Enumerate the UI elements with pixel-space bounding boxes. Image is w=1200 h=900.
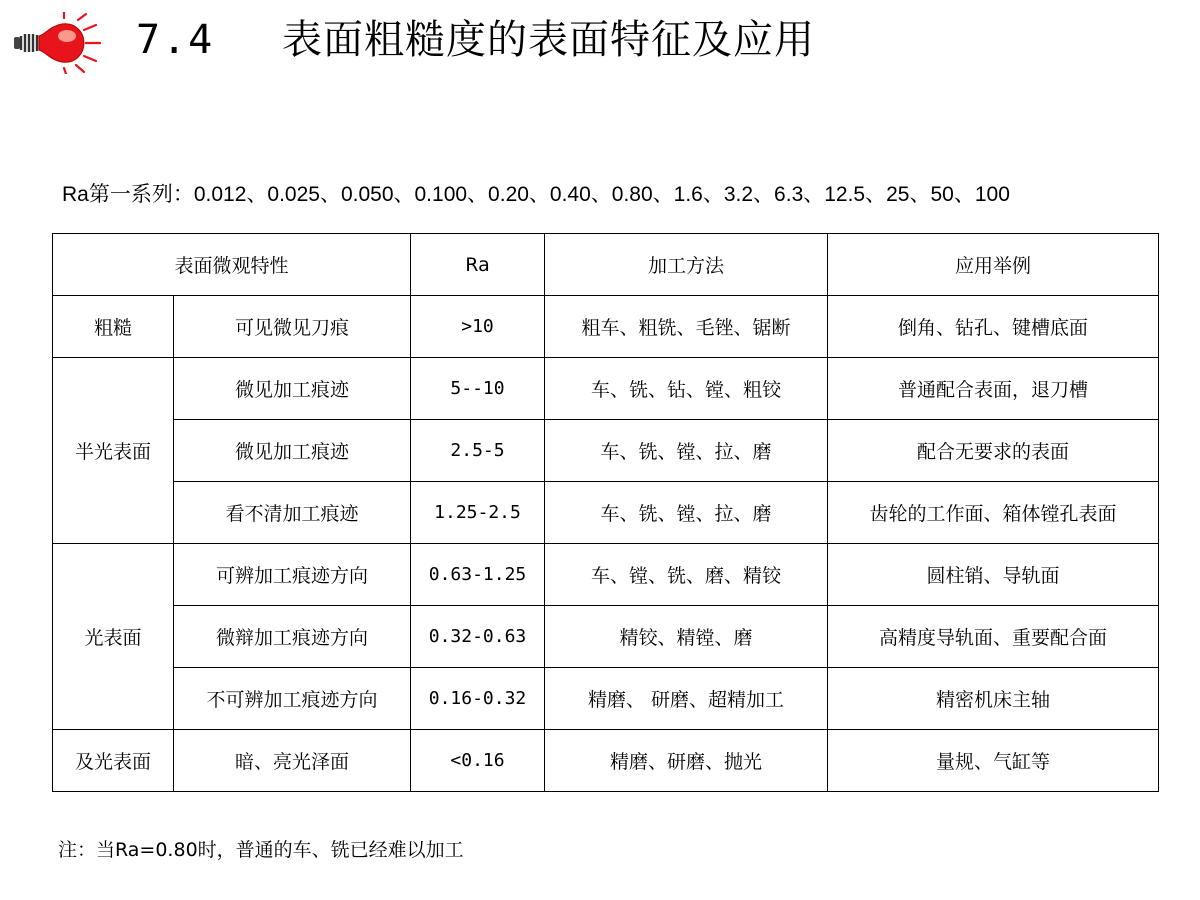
feature-cell: 微辩加工痕迹方向 bbox=[174, 606, 411, 668]
example-cell: 齿轮的工作面、箱体镗孔表面 bbox=[828, 482, 1159, 544]
method-cell: 车、铣、镗、拉、磨 bbox=[545, 482, 828, 544]
ra-cell: >10 bbox=[411, 296, 545, 358]
table-row bbox=[53, 730, 1159, 792]
feature-cell: 可辨加工痕迹方向 bbox=[174, 544, 411, 606]
ra-cell: 0.63-1.25 bbox=[411, 544, 545, 606]
method-cell: 车、镗、铣、磨、精铰 bbox=[545, 544, 828, 606]
table-row bbox=[53, 544, 1159, 606]
example-cell: 高精度导轨面、重要配合面 bbox=[828, 606, 1159, 668]
header-example: 应用举例 bbox=[828, 234, 1159, 296]
header-feature: 表面微观特性 bbox=[53, 234, 411, 296]
feature-cell: 暗、亮光泽面 bbox=[174, 730, 411, 792]
feature-cell: 可见微见刀痕 bbox=[174, 296, 411, 358]
table-row bbox=[53, 358, 1159, 420]
feature-cell: 微见加工痕迹 bbox=[174, 358, 411, 420]
page-title: 表面粗糙度的表面特征及应用 bbox=[282, 17, 815, 63]
table-row bbox=[53, 668, 1159, 730]
footnote: 注：当Ra=0.80时，普通的车、铣已经难以加工 bbox=[58, 839, 464, 861]
method-cell: 精磨、研磨、抛光 bbox=[545, 730, 828, 792]
ra-cell: 0.32-0.63 bbox=[411, 606, 545, 668]
ra-cell: 5--10 bbox=[411, 358, 545, 420]
ra-cell: <0.16 bbox=[411, 730, 545, 792]
ra-cell: 1.25-2.5 bbox=[411, 482, 545, 544]
ra-series-line: Ra第一系列：0.012、0.025、0.050、0.100、0.20、0.40、0.80、1.6、3.2、6.3、12.5、25、50、100 bbox=[62, 183, 1010, 206]
feature-cell: 微见加工痕迹 bbox=[174, 420, 411, 482]
group-cell-mirror: 及光表面 bbox=[53, 730, 174, 792]
table-row bbox=[53, 606, 1159, 668]
feature-cell: 不可辨加工痕迹方向 bbox=[174, 668, 411, 730]
table-header-row bbox=[53, 234, 1159, 296]
method-cell: 车、铣、镗、拉、磨 bbox=[545, 420, 828, 482]
example-cell: 圆柱销、导轨面 bbox=[828, 544, 1159, 606]
example-cell: 配合无要求的表面 bbox=[828, 420, 1159, 482]
method-cell: 粗车、粗铣、毛锉、锯断 bbox=[545, 296, 828, 358]
table-row bbox=[53, 420, 1159, 482]
header-ra: Ra bbox=[411, 234, 545, 296]
example-cell: 精密机床主轴 bbox=[828, 668, 1159, 730]
table-row bbox=[53, 482, 1159, 544]
table-row bbox=[53, 296, 1159, 358]
lightbulb-icon bbox=[12, 12, 108, 74]
ra-cell: 0.16-0.32 bbox=[411, 668, 545, 730]
feature-cell: 看不清加工痕迹 bbox=[174, 482, 411, 544]
group-cell-rough: 粗糙 bbox=[53, 296, 174, 358]
method-cell: 精铰、精镗、磨 bbox=[545, 606, 828, 668]
example-cell: 量规、气缸等 bbox=[828, 730, 1159, 792]
example-cell: 倒角、钻孔、键槽底面 bbox=[828, 296, 1159, 358]
group-cell-smooth: 光表面 bbox=[53, 544, 174, 730]
method-cell: 精磨、 研磨、超精加工 bbox=[545, 668, 828, 730]
section-number: 7.4 bbox=[136, 17, 215, 63]
method-cell: 车、铣、钻、镗、粗铰 bbox=[545, 358, 828, 420]
roughness-table bbox=[52, 233, 1159, 792]
group-cell-semi-smooth: 半光表面 bbox=[53, 358, 174, 544]
example-cell: 普通配合表面，退刀槽 bbox=[828, 358, 1159, 420]
ra-cell: 2.5-5 bbox=[411, 420, 545, 482]
header-method: 加工方法 bbox=[545, 234, 828, 296]
